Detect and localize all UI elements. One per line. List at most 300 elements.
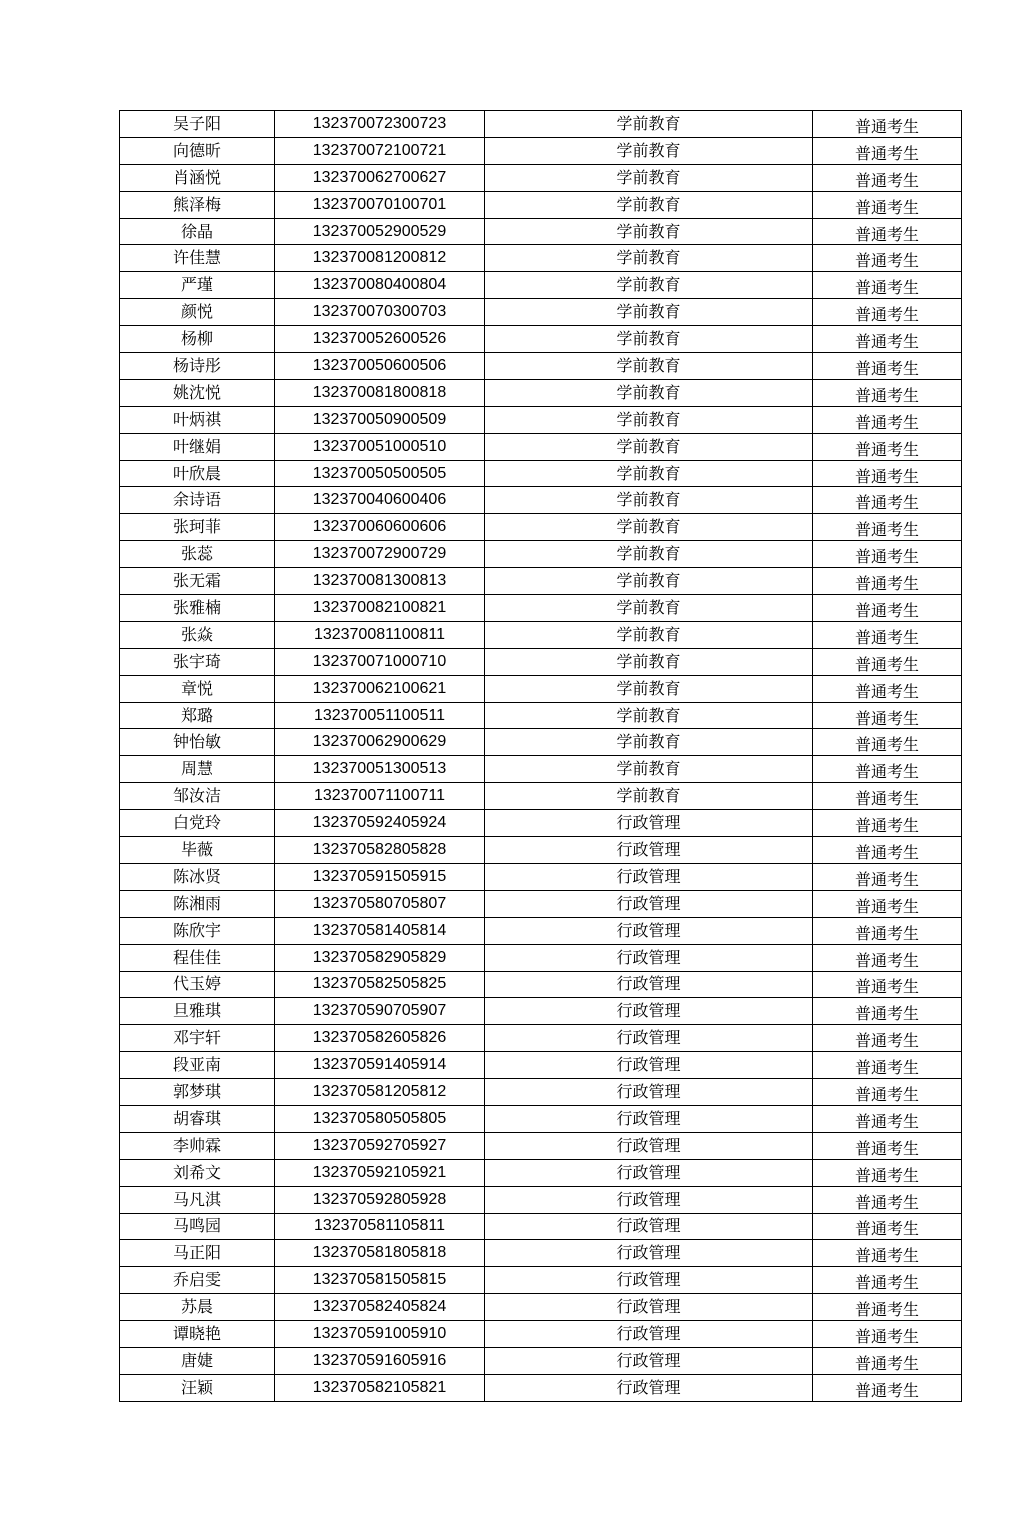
exam-id-cell-text: 132370580505805 [312,1109,447,1127]
table-row [120,756,962,783]
candidate-type-cell [813,595,962,622]
major-cell [485,863,813,890]
major-cell [485,1105,813,1132]
exam-id-cell-text: 132370072300723 [312,114,447,132]
exam-id-cell [275,1186,485,1213]
student-name-cell [120,756,275,783]
candidate-type-cell [813,1374,962,1401]
exam-id-cell [275,1374,485,1401]
exam-id-cell [275,971,485,998]
candidate-type-cell [813,1240,962,1267]
exam-id-cell-text: 132370051000510 [312,437,447,455]
exam-id-cell [275,756,485,783]
student-name-cell-text: 汪颖 [180,1377,213,1397]
student-name-cell [120,487,275,514]
candidate-type-cell-text: 普通考生 [854,493,919,513]
student-name-cell-text: 程佳佳 [172,947,221,967]
exam-id-cell-text: 132370581205812 [312,1083,447,1100]
candidate-type-cell-text: 普通考生 [854,627,919,647]
candidate-type-cell [813,1079,962,1106]
table-row [120,1267,962,1294]
student-name-cell-text: 陈湘雨 [172,893,221,913]
table-row [120,1213,962,1240]
candidate-type-cell [813,783,962,810]
candidate-type-cell [813,648,962,675]
table-row [120,1025,962,1052]
major-cell [485,810,813,837]
candidate-type-cell [813,1321,962,1348]
student-name-cell-text: 陈欣宇 [172,920,221,940]
major-cell [485,1294,813,1321]
student-name-cell [120,595,275,622]
exam-id-cell-text: 132370040600406 [312,491,447,509]
major-cell-text: 学前教育 [616,355,681,375]
exam-id-cell-text: 132370582805828 [312,840,447,858]
major-cell [485,218,813,245]
candidate-type-cell [813,675,962,702]
exam-id-cell-text: 132370050600506 [312,356,447,374]
student-name-cell-text: 旦雅琪 [172,1001,221,1021]
student-name-cell-text: 张宇琦 [172,651,221,671]
candidate-type-cell-text: 普通考生 [854,1300,919,1320]
exam-id-cell [275,998,485,1025]
major-cell [485,137,813,164]
candidate-type-cell [813,944,962,971]
student-name-cell [120,541,275,568]
exam-id-cell-text: 132370582105821 [312,1378,447,1396]
student-name-cell [120,272,275,299]
table-row [120,890,962,917]
major-cell [485,648,813,675]
table-row [120,191,962,218]
exam-id-cell [275,299,485,326]
exam-id-cell-text: 132370580705807 [312,894,447,912]
candidate-type-cell-text: 普通考生 [854,896,919,916]
major-cell [485,1159,813,1186]
candidate-type-cell-text: 普通考生 [854,1380,919,1400]
student-name-cell-text: 肖涵悦 [172,167,221,187]
major-cell [485,595,813,622]
exam-id-cell-text: 132370592105921 [312,1163,447,1181]
table-row [120,675,962,702]
table-row [120,111,962,138]
student-name-cell [120,1132,275,1159]
table-row [120,514,962,541]
student-name-cell [120,1159,275,1186]
student-name-cell [120,837,275,864]
major-cell [485,1079,813,1106]
exam-id-cell [275,460,485,487]
exam-id-cell-text: 132370592405924 [312,814,447,832]
exam-id-cell-text: 132370062700627 [312,168,447,186]
table-row [120,1052,962,1079]
major-cell-text: 学前教育 [616,597,681,617]
candidate-type-cell-text: 普通考生 [854,1058,919,1078]
exam-id-cell-text: 132370070300703 [312,303,447,321]
candidate-type-cell [813,541,962,568]
major-cell [485,1213,813,1240]
exam-id-cell [275,379,485,406]
major-cell-text: 学前教育 [616,248,681,268]
major-cell [485,245,813,272]
exam-id-cell [275,729,485,756]
candidate-type-cell-text: 普通考生 [854,869,919,889]
candidate-type-cell [813,702,962,729]
exam-id-cell [275,164,485,191]
table-row [120,863,962,890]
major-cell [485,621,813,648]
major-cell [485,1132,813,1159]
exam-id-cell [275,1267,485,1294]
student-name-cell [120,971,275,998]
exam-id-cell-text: 132370080400804 [312,276,447,294]
candidate-type-cell [813,514,962,541]
exam-id-cell-text: 132370070100701 [312,195,447,213]
exam-id-cell-text: 132370082100821 [312,598,447,616]
table-row [120,729,962,756]
exam-id-cell-text: 132370052600526 [312,330,447,348]
candidate-type-cell [813,890,962,917]
major-cell-text: 行政管理 [616,1055,681,1075]
student-name-cell-text: 马鸣园 [172,1216,221,1236]
candidate-type-cell [813,1105,962,1132]
candidate-type-cell [813,299,962,326]
major-cell-text: 行政管理 [616,813,681,833]
candidate-type-cell [813,971,962,998]
exam-id-cell [275,406,485,433]
student-name-cell [120,863,275,890]
student-name-cell-text: 张雅楠 [172,597,221,617]
table-row [120,245,962,272]
major-cell-text: 行政管理 [616,974,681,994]
table-row [120,1105,962,1132]
major-cell-text: 学前教育 [616,436,681,456]
student-name-cell-text: 段亚南 [172,1055,221,1075]
student-name-cell-text: 向德昕 [172,140,221,160]
candidate-type-cell [813,1025,962,1052]
student-name-cell-text: 严瑾 [180,275,213,295]
candidate-type-cell-text: 普通考生 [854,116,919,136]
exam-id-cell-text: 132370071100711 [313,787,446,805]
student-name-cell-text: 唐婕 [180,1350,213,1370]
candidate-type-cell [813,1186,962,1213]
student-name-cell [120,1347,275,1374]
student-name-cell [120,810,275,837]
exam-id-cell-text: 132370581105811 [313,1217,446,1235]
student-name-cell-text: 刘希文 [172,1162,221,1182]
exam-id-cell [275,783,485,810]
student-name-cell [120,702,275,729]
major-cell-text: 行政管理 [616,1001,681,1021]
exam-id-cell [275,1321,485,1348]
major-cell [485,568,813,595]
table-row [120,810,962,837]
candidate-type-cell-text: 普通考生 [854,789,919,809]
exam-id-cell [275,1079,485,1106]
exam-id-cell [275,541,485,568]
student-name-cell [120,111,275,138]
candidate-type-cell-text: 普通考生 [854,170,919,190]
candidate-type-cell [813,218,962,245]
major-cell [485,1025,813,1052]
exam-id-cell [275,1240,485,1267]
candidate-type-cell [813,1132,962,1159]
table-row [120,487,962,514]
major-cell-text: 行政管理 [616,1350,681,1370]
major-cell [485,971,813,998]
major-cell [485,514,813,541]
student-name-cell-text: 郑璐 [180,705,213,725]
exam-id-cell-text: 132370072100721 [312,141,447,159]
exam-id-cell-text: 132370592705927 [312,1136,447,1154]
candidate-type-cell [813,272,962,299]
major-cell-text: 学前教育 [616,382,681,402]
table-row [120,541,962,568]
candidate-type-cell-text: 普通考生 [854,520,919,540]
candidate-type-cell-text: 普通考生 [854,1192,919,1212]
major-cell-text: 学前教育 [616,678,681,698]
student-name-cell-text: 李帅霖 [172,1135,221,1155]
major-cell [485,1052,813,1079]
major-cell [485,1240,813,1267]
exam-id-cell-text: 132370081800818 [312,383,447,401]
student-name-cell [120,433,275,460]
student-name-cell-text: 熊泽梅 [172,194,221,214]
major-cell [485,326,813,353]
student-name-cell-text: 钟怡敏 [172,732,221,752]
major-cell [485,1321,813,1348]
major-cell-text: 学前教育 [616,302,681,322]
student-name-cell [120,1321,275,1348]
major-cell-text: 学前教育 [616,651,681,671]
major-cell [485,460,813,487]
table-row [120,460,962,487]
exam-id-cell [275,111,485,138]
student-name-cell [120,1186,275,1213]
major-cell-text: 行政管理 [616,1324,681,1344]
candidate-type-cell-text: 普通考生 [854,358,919,378]
major-cell [485,1267,813,1294]
candidate-type-cell-text: 普通考生 [854,305,919,325]
table-row [120,1159,962,1186]
major-cell [485,433,813,460]
exam-id-cell [275,837,485,864]
exam-id-cell-text: 132370051100511 [313,706,446,724]
exam-id-cell-text: 132370062100621 [312,679,447,697]
exam-id-cell [275,245,485,272]
exam-id-cell-text: 132370582605826 [312,1029,447,1047]
student-name-cell [120,406,275,433]
student-name-cell-text: 章悦 [180,678,213,698]
major-cell [485,541,813,568]
table-row [120,621,962,648]
candidate-type-cell-text: 普通考生 [854,977,919,997]
major-cell-text: 学前教育 [616,786,681,806]
exam-id-cell-text: 132370591405914 [312,1056,447,1074]
exam-id-cell [275,675,485,702]
exam-id-cell [275,137,485,164]
exam-id-cell-text: 132370071000710 [312,652,447,670]
candidate-type-cell-text: 普通考生 [854,1085,919,1104]
major-cell-text: 学前教育 [616,517,681,537]
major-cell-text: 行政管理 [616,1243,681,1263]
student-name-cell [120,568,275,595]
major-cell-text: 行政管理 [616,947,681,967]
student-name-cell [120,1267,275,1294]
candidate-type-cell [813,837,962,864]
student-name-cell [120,379,275,406]
table-row [120,998,962,1025]
major-cell [485,272,813,299]
student-name-cell-text: 颜悦 [180,302,213,322]
exam-id-cell [275,944,485,971]
student-name-cell [120,1079,275,1106]
exam-id-cell-text: 132370060600606 [312,518,447,536]
major-cell [485,1347,813,1374]
exam-id-cell [275,353,485,380]
candidate-type-cell-text: 普通考生 [854,1353,919,1373]
table-row [120,1374,962,1401]
major-cell-text: 学前教育 [616,463,681,483]
candidate-type-cell-text: 普通考生 [854,708,919,728]
student-name-cell-text: 叶欣晨 [172,463,221,483]
candidate-type-cell-text: 普通考生 [854,224,919,244]
student-name-cell [120,353,275,380]
exam-id-cell-text: 132370592805928 [312,1190,447,1208]
student-name-cell [120,729,275,756]
student-name-cell-text: 谭晓艳 [172,1324,221,1344]
table-row [120,1186,962,1213]
candidate-type-cell-text: 普通考生 [854,439,919,459]
exam-id-cell-text: 132370081200812 [312,249,447,267]
roster-body [120,111,962,1402]
candidate-type-cell [813,810,962,837]
major-cell-text: 学前教育 [616,329,681,349]
exam-id-cell-text: 132370050500505 [312,464,447,482]
major-cell [485,164,813,191]
table-row [120,783,962,810]
student-name-cell-text: 叶继娟 [172,436,221,456]
candidate-type-cell [813,1294,962,1321]
student-name-cell [120,1374,275,1401]
candidate-type-cell-text: 普通考生 [854,1031,919,1051]
exam-id-cell [275,1294,485,1321]
student-name-cell [120,1052,275,1079]
candidate-type-cell [813,1267,962,1294]
exam-id-cell [275,863,485,890]
table-row [120,837,962,864]
candidate-type-cell-text: 普通考生 [854,385,919,405]
major-cell-text: 学前教育 [616,759,681,779]
table-row [120,1321,962,1348]
table-row [120,971,962,998]
student-name-cell [120,191,275,218]
exam-id-cell [275,810,485,837]
student-name-cell-text: 张焱 [180,624,213,644]
table-row [120,702,962,729]
candidate-type-cell-text: 普通考生 [854,816,919,836]
major-cell-text: 行政管理 [616,1189,681,1209]
major-cell [485,917,813,944]
candidate-type-cell [813,406,962,433]
candidate-type-cell [813,433,962,460]
candidate-type-cell [813,1213,962,1240]
major-cell-text: 行政管理 [616,1270,681,1290]
candidate-type-cell-text: 普通考生 [854,1219,919,1239]
major-cell-text: 学前教育 [616,571,681,591]
major-cell [485,783,813,810]
major-cell-text: 学前教育 [616,544,681,564]
student-name-cell-text: 姚沈悦 [172,382,221,402]
exam-id-cell-text: 132370590705907 [312,1002,447,1020]
exam-id-cell [275,648,485,675]
student-name-cell [120,890,275,917]
major-cell-text: 学前教育 [616,490,681,510]
exam-id-cell [275,1159,485,1186]
student-name-cell [120,1213,275,1240]
table-row [120,1079,962,1106]
major-cell-text: 学前教育 [616,705,681,725]
exam-id-cell-text: 132370581405814 [312,921,447,939]
student-name-cell [120,245,275,272]
candidate-type-cell-text: 普通考生 [854,1111,919,1131]
exam-id-cell [275,890,485,917]
student-name-cell-text: 徐晶 [180,221,213,241]
exam-id-cell-text: 132370081300813 [312,572,447,590]
table-row [120,137,962,164]
exam-id-cell [275,487,485,514]
student-name-cell-text: 许佳慧 [172,248,221,268]
major-cell [485,191,813,218]
exam-id-cell-text: 132370050900509 [312,410,447,428]
major-cell [485,890,813,917]
major-cell-text: 学前教育 [616,194,681,214]
exam-id-cell [275,191,485,218]
exam-id-cell [275,595,485,622]
candidate-type-cell [813,191,962,218]
exam-id-cell-text: 132370582405824 [312,1298,447,1316]
major-cell-text: 行政管理 [616,893,681,913]
candidate-type-cell-text: 普通考生 [854,574,919,594]
major-cell-text: 学前教育 [616,409,681,429]
candidate-type-cell-text: 普通考生 [854,1138,919,1158]
candidate-type-cell [813,111,962,138]
exam-id-cell-text: 132370062900629 [312,733,447,751]
table-row [120,1294,962,1321]
major-cell-text: 行政管理 [616,1162,681,1182]
student-name-cell-text: 乔启雯 [172,1270,221,1290]
candidate-type-cell [813,998,962,1025]
exam-id-cell [275,1052,485,1079]
major-cell-text: 行政管理 [616,1082,681,1101]
candidate-type-cell-text: 普通考生 [854,1327,919,1347]
student-name-cell [120,675,275,702]
major-cell-text: 行政管理 [616,920,681,940]
student-name-cell-text: 马正阳 [172,1243,221,1263]
student-name-cell [120,514,275,541]
major-cell-text: 行政管理 [616,1028,681,1048]
major-cell [485,756,813,783]
candidate-type-cell [813,1052,962,1079]
student-name-cell [120,1105,275,1132]
major-cell [485,1186,813,1213]
student-name-cell-text: 毕薇 [180,839,213,859]
major-cell-text: 行政管理 [616,1216,681,1236]
table-row [120,1347,962,1374]
student-name-cell-text: 邹汝洁 [172,786,221,806]
candidate-type-cell [813,326,962,353]
table-row [120,648,962,675]
